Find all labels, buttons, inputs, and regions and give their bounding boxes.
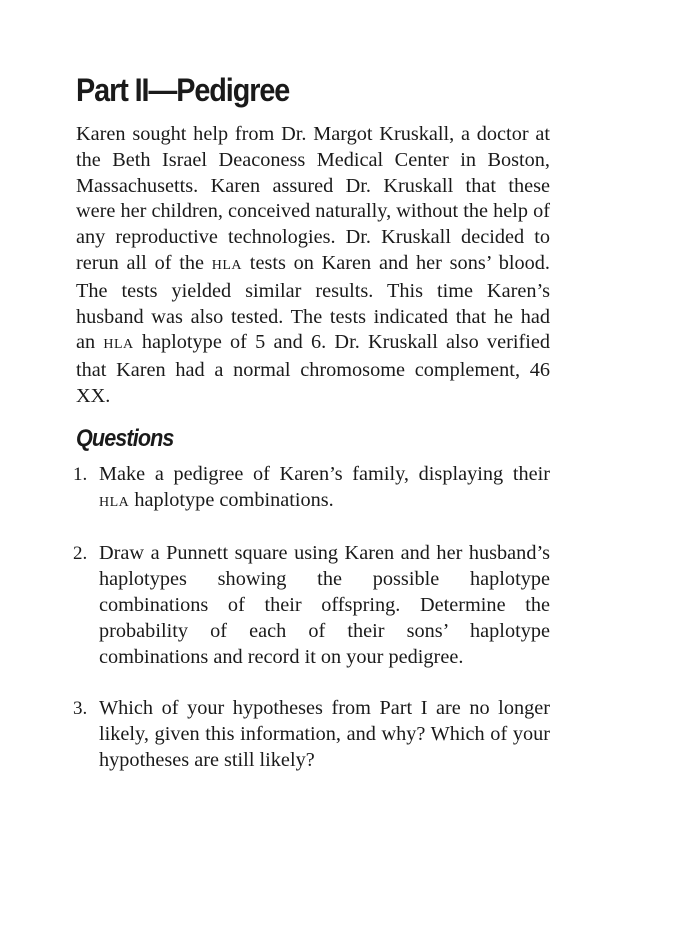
question-item-1 [73,462,550,516]
intro-text-part-1: Karen sought help from Dr. Margot Kruskall, a doctor at the Beth Israel Deaconess Medical Center in Boston, Massachusetts. Karen assured Dr. Kruskall that these were her children, conceived naturally, without the help of any reproductive technologies. Dr. Kruskall decided to rerun all of the [76,123,550,274]
hla-abbreviation: HLA [211,257,243,273]
questions-heading: Questions [76,424,174,452]
hla-abbreviation: HLA [99,494,130,510]
question-item-2 [73,541,550,670]
intro-paragraph [76,122,550,410]
document-page [73,70,550,800]
question-number: 1. [73,463,88,485]
hla-abbreviation: HLA [103,337,134,353]
question-text-part-2: haplotype combinations. [129,488,334,511]
question-text-part-1: Make a pedigree of Karen’s family, displaying their [99,462,550,485]
question-item-3 [73,696,550,773]
question-text: Which of your hypotheses from Part I are no longer likely, given this information, and why? Which of your hypotheses are still likely? [99,697,550,771]
question-number: 3. [73,698,88,720]
questions-list [73,462,550,774]
intro-text-part-2: tests on Karen and her sons’ blood. The tests yielded similar results. This time Karen’s husband was also tested. The tests indicated that he had an [76,251,550,354]
question-number: 2. [73,543,88,565]
intro-text-part-3: haplotype of 5 and 6. Dr. Kruskall also verified that Karen had a normal chromosome complement, 46 XX. [76,331,550,407]
question-text: Draw a Punnett square using Karen and her husband’s haplotypes showing the possible haplotype combinations of their offspring. Determine the probability of each of their sons’ haplotype combinations and record it on your pedigree. [99,542,550,668]
section-title: Part II—Pedigree [76,72,290,108]
question-text [99,462,550,516]
